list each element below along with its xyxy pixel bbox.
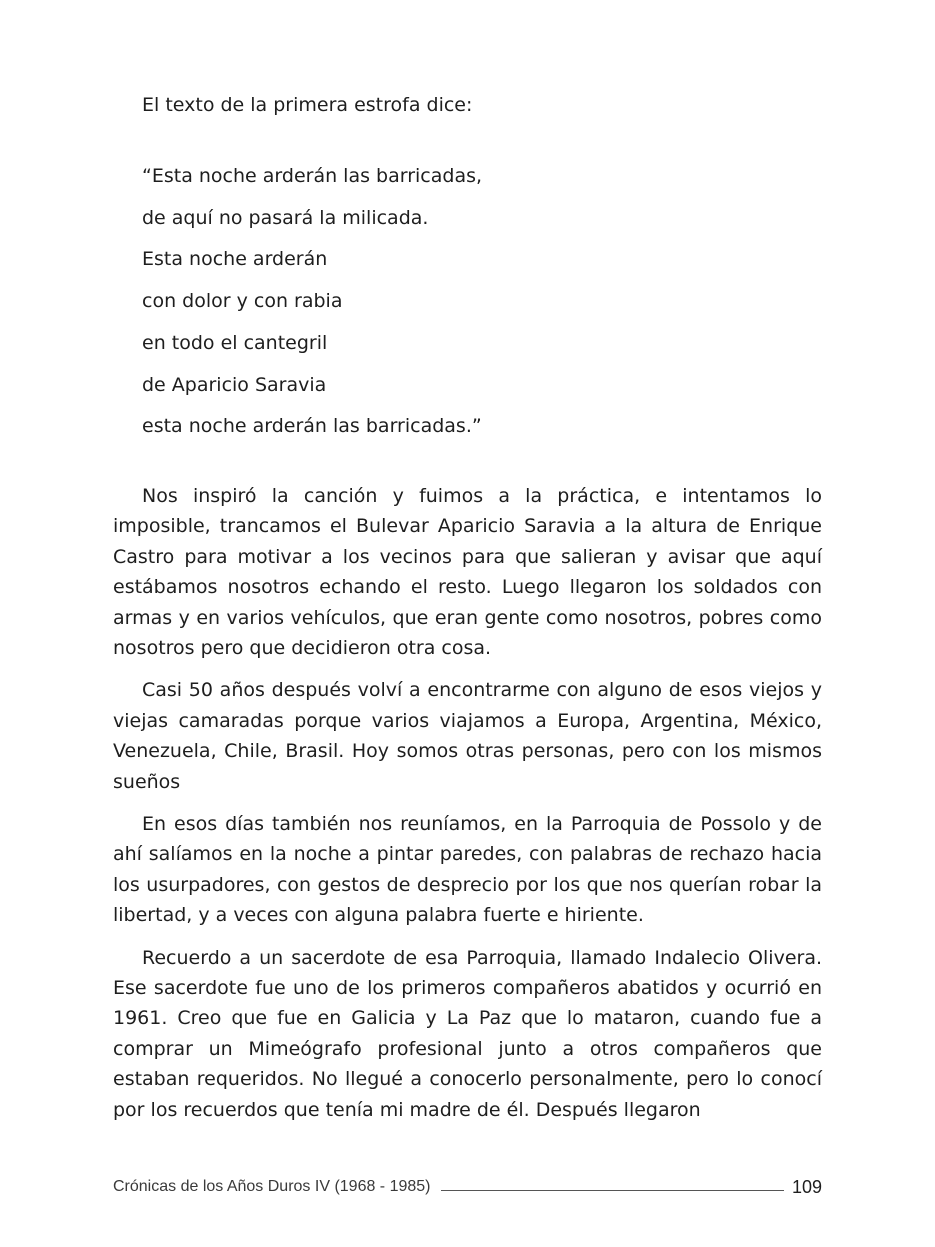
poem-line: de Aparicio Saravia — [142, 373, 327, 396]
prose-section — [113, 481, 822, 1125]
poem-stanza — [142, 156, 822, 448]
page-body — [113, 90, 822, 1137]
body-paragraph: Casi 50 años después volví a encontrarme con alguno de esos viejos y viejas camaradas porque varios viajamos a Europa, Argentina, México, Venezuela, Chile, Brasil. Hoy somos otras personas, pero con los mismos sueños — [113, 679, 822, 793]
poem-line: esta noche arderán las barricadas.” — [142, 415, 482, 438]
poem-line: de aquí no pasará la milicada. — [142, 206, 429, 229]
poem-line: con dolor y con rabia — [142, 290, 343, 313]
running-footer-title: Crónicas de los Años Duros IV (1968 - 1985) — [113, 1178, 431, 1195]
page-footer — [113, 1172, 822, 1202]
poem-line: Esta noche arderán — [142, 248, 328, 271]
page-number: 109 — [791, 1176, 822, 1197]
footer-rule — [441, 1190, 784, 1191]
body-paragraph: En esos días también nos reuníamos, en la Parroquia de Possolo y de ahí salíamos en la noche a pintar paredes, con palabras de rechazo hacia los usurpadores, con gestos de desprecio por los que nos querían robar la libertad, y a veces con alguna palabra fuerte e hiriente. — [113, 812, 822, 927]
poem-line: “Esta noche arderán las barricadas, — [142, 165, 483, 187]
body-paragraph: Nos inspiró la canción y fuimos a la práctica, e intentamos lo imposible, trancamos el Bulevar Aparicio Saravia a la altura de Enrique Castro para motivar a los vecinos para que salieran y avisar que aquí estábamos nosotros echando el resto. Luego llegaron los soldados con armas y en varios vehículos, que eran gente como nosotros, pobres como nosotros pero que decidieron otra cosa. — [113, 484, 822, 659]
poem-line: en todo el cantegril — [142, 331, 328, 354]
body-paragraph: Recuerdo a un sacerdote de esa Parroquia, llamado Indalecio Olivera. Ese sacerdote fue uno de los primeros compañeros abatidos y ocurrió en 1961. Creo que fue en Galicia y La Paz que lo mataron, cuando fue a comprar un Mimeógrafo profesional junto a otros compañeros que estaban requeridos. No llegué a conocerlo personalmente, pero lo conocí por los recuerdos que tenía mi madre de él. Después llegaron — [113, 946, 822, 1121]
intro-line: El texto de la primera estrofa dice: — [142, 94, 473, 116]
